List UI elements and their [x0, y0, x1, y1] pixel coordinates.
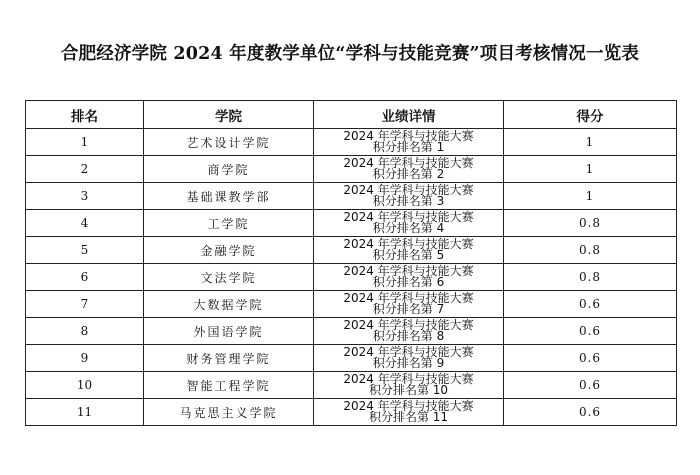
cell-rank: 10 — [26, 372, 144, 399]
cell-college: 马克思主义学院 — [144, 399, 314, 426]
header-detail: 业绩详情 — [314, 101, 504, 129]
detail-line-ranking: 积分排名第 9 — [372, 356, 445, 370]
cell-score: 1 — [504, 156, 677, 183]
detail-line-ranking: 积分排名第 7 — [372, 302, 445, 316]
cell-score: 1 — [504, 183, 677, 210]
cell-college: 文法学院 — [144, 264, 314, 291]
header-rank: 排名 — [26, 101, 144, 129]
cell-score: 1 — [504, 129, 677, 156]
cell-rank: 5 — [26, 237, 144, 264]
cell-rank: 9 — [26, 345, 144, 372]
cell-college: 智能工程学院 — [144, 372, 314, 399]
cell-detail — [314, 129, 504, 156]
cell-score: 0.6 — [504, 318, 677, 345]
document-title: 合肥经济学院 2024 年度教学单位“学科与技能竞赛”项目考核情况一览表 — [60, 44, 640, 64]
table-body — [26, 129, 677, 426]
header-score: 得分 — [504, 101, 677, 129]
detail-line-competition: 2024 年学科与技能大赛 — [343, 183, 474, 197]
detail-line-competition: 2024 年学科与技能大赛 — [343, 372, 474, 386]
assessment-table — [25, 100, 677, 426]
detail-line-competition: 2024 年学科与技能大赛 — [343, 291, 474, 305]
cell-score: 0.8 — [504, 264, 677, 291]
table-row — [26, 156, 677, 183]
cell-detail — [314, 264, 504, 291]
cell-rank: 2 — [26, 156, 144, 183]
cell-score: 0.6 — [504, 372, 677, 399]
detail-line-ranking: 积分排名第 4 — [372, 221, 445, 235]
cell-rank: 8 — [26, 318, 144, 345]
detail-line-competition: 2024 年学科与技能大赛 — [343, 345, 474, 359]
detail-line-ranking: 积分排名第 3 — [372, 194, 445, 208]
table-row — [26, 291, 677, 318]
cell-detail — [314, 156, 504, 183]
cell-detail — [314, 237, 504, 264]
table-row — [26, 129, 677, 156]
cell-college: 外国语学院 — [144, 318, 314, 345]
cell-score: 0.6 — [504, 399, 677, 426]
detail-line-ranking: 积分排名第 1 — [372, 140, 445, 154]
cell-detail — [314, 318, 504, 345]
detail-line-competition: 2024 年学科与技能大赛 — [343, 318, 474, 332]
detail-line-ranking: 积分排名第 11 — [368, 410, 449, 424]
cell-detail — [314, 210, 504, 237]
table-row — [26, 183, 677, 210]
cell-detail — [314, 345, 504, 372]
detail-line-competition: 2024 年学科与技能大赛 — [343, 129, 474, 143]
cell-rank: 1 — [26, 129, 144, 156]
detail-line-competition: 2024 年学科与技能大赛 — [343, 237, 474, 251]
cell-rank: 7 — [26, 291, 144, 318]
cell-college: 工学院 — [144, 210, 314, 237]
cell-rank: 3 — [26, 183, 144, 210]
detail-line-competition: 2024 年学科与技能大赛 — [343, 399, 474, 413]
cell-detail — [314, 291, 504, 318]
detail-line-ranking: 积分排名第 5 — [372, 248, 445, 262]
detail-line-ranking: 积分排名第 8 — [372, 329, 445, 343]
cell-college: 艺术设计学院 — [144, 129, 314, 156]
cell-rank: 6 — [26, 264, 144, 291]
detail-line-ranking: 积分排名第 6 — [372, 275, 445, 289]
cell-detail — [314, 372, 504, 399]
table-row — [26, 372, 677, 399]
cell-score: 0.6 — [504, 291, 677, 318]
cell-rank: 4 — [26, 210, 144, 237]
table-row — [26, 264, 677, 291]
cell-detail — [314, 399, 504, 426]
cell-college: 基础课教学部 — [144, 183, 314, 210]
cell-college: 财务管理学院 — [144, 345, 314, 372]
cell-college: 金融学院 — [144, 237, 314, 264]
table-row — [26, 237, 677, 264]
cell-detail — [314, 183, 504, 210]
detail-line-competition: 2024 年学科与技能大赛 — [343, 264, 474, 278]
table-header-row — [26, 101, 677, 129]
cell-score: 0.8 — [504, 237, 677, 264]
detail-line-ranking: 积分排名第 10 — [368, 383, 449, 397]
table-row — [26, 318, 677, 345]
header-college: 学院 — [144, 101, 314, 129]
detail-line-ranking: 积分排名第 2 — [372, 167, 445, 181]
detail-line-competition: 2024 年学科与技能大赛 — [343, 156, 474, 170]
table-row — [26, 345, 677, 372]
cell-score: 0.8 — [504, 210, 677, 237]
detail-line-competition: 2024 年学科与技能大赛 — [343, 210, 474, 224]
table-row — [26, 210, 677, 237]
cell-college: 大数据学院 — [144, 291, 314, 318]
cell-score: 0.6 — [504, 345, 677, 372]
cell-college: 商学院 — [144, 156, 314, 183]
table-row — [26, 399, 677, 426]
cell-rank: 11 — [26, 399, 144, 426]
